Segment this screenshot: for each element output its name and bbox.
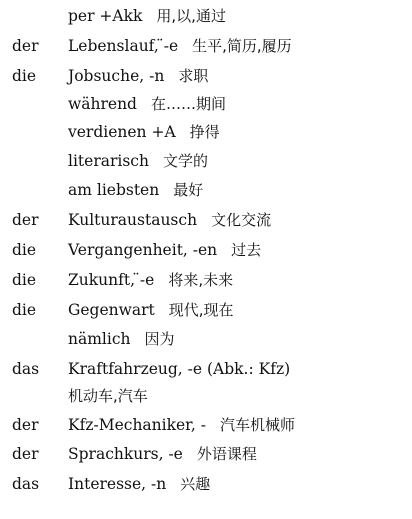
article: die xyxy=(12,67,37,85)
word: Lebenslauf, ̈-e xyxy=(68,37,179,55)
translation: 汽车机械师 xyxy=(219,416,295,434)
list-item xyxy=(0,149,412,173)
list-item xyxy=(0,268,412,292)
list-item xyxy=(0,64,412,88)
word: nämlich xyxy=(68,330,131,348)
article: das xyxy=(12,360,40,378)
translation: 求职 xyxy=(178,67,209,85)
translation: 用,以,通过 xyxy=(156,7,226,25)
translation: 将来,未来 xyxy=(168,271,234,289)
list-item xyxy=(0,384,412,408)
list-item xyxy=(0,298,412,322)
translation: 外语课程 xyxy=(196,445,257,463)
word: per +Akk xyxy=(68,7,143,25)
article: der xyxy=(12,416,39,434)
word: 机动车,汽车 xyxy=(68,387,148,405)
translation: 现代,现在 xyxy=(168,301,234,319)
list-item xyxy=(0,442,412,466)
word: Zukunft, ̈-e xyxy=(68,271,155,289)
list-item xyxy=(0,238,412,262)
list-item xyxy=(0,92,412,116)
word: Kfz-Mechaniker, - xyxy=(68,416,206,434)
word: Kulturaustausch xyxy=(68,211,198,229)
translation: 兴趣 xyxy=(180,475,211,493)
translation: 过去 xyxy=(231,241,262,259)
translation: 最好 xyxy=(173,181,204,199)
list-item xyxy=(0,34,412,58)
word: Gegenwart xyxy=(68,301,155,319)
translation: 因为 xyxy=(144,330,175,348)
translation: 在……期间 xyxy=(150,95,226,113)
article: die xyxy=(12,301,37,319)
list-item xyxy=(0,357,412,381)
word: während xyxy=(68,95,137,113)
translation: 文化交流 xyxy=(211,211,272,229)
word: verdienen +A xyxy=(68,123,176,141)
list-item xyxy=(0,413,412,437)
article: die xyxy=(12,271,37,289)
list-item xyxy=(0,208,412,232)
word: Vergangenheit, -en xyxy=(68,241,218,259)
list-item xyxy=(0,327,412,351)
list-item xyxy=(0,120,412,144)
article: die xyxy=(12,241,37,259)
word: Interesse, -n xyxy=(68,475,167,493)
word: Kraftfahrzeug, -e (Abk.: Kfz) xyxy=(68,360,291,378)
article: das xyxy=(12,475,40,493)
word: literarisch xyxy=(68,152,149,170)
list-item xyxy=(0,178,412,202)
word: am liebsten xyxy=(68,181,160,199)
article: der xyxy=(12,211,39,229)
translation: 文学的 xyxy=(162,152,208,170)
word: Sprachkurs, -e xyxy=(68,445,183,463)
list-item xyxy=(0,472,412,496)
translation: 挣得 xyxy=(189,123,220,141)
translation: 生平,简历,履历 xyxy=(192,37,292,55)
article: der xyxy=(12,445,39,463)
article: der xyxy=(12,37,39,55)
list-item xyxy=(0,4,412,28)
word: Jobsuche, -n xyxy=(68,67,165,85)
